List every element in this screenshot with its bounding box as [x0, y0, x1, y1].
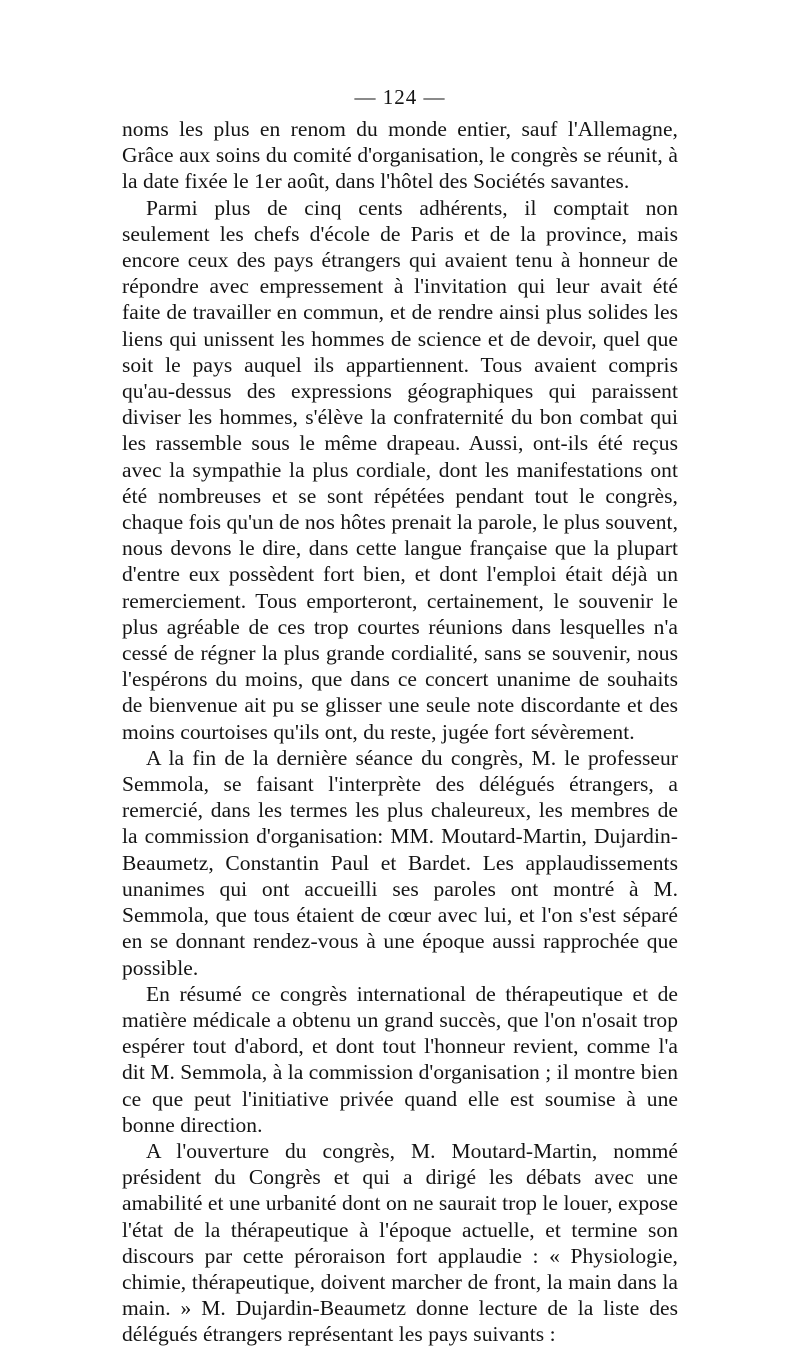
book-page	[122, 84, 678, 1348]
paragraph-continuation: noms les plus en renom du monde entier, sauf l'Allemagne, Grâce aux soins du comité d'organisation, le congrès se réunit, à la date fixée le 1er août, dans l'hôtel des Sociétés savantes.	[122, 117, 678, 194]
page-number: — 124 —	[354, 85, 446, 109]
paragraph-opening: A l'ouverture du congrès, M. Moutard-Martin, nommé président du Congrès et qui a dirigé les débats avec une amabilité et une urbanité dont on ne saurait trop le louer, expose l'état de la thérapeutique à l'époque actuelle, et termine son discours par cette péroraison fort applaudie : « Physiologie, chimie, thérapeutique, doivent marcher de front, la main dans la main. » M. Dujardin-Beaumetz donne lecture de la liste des délégués étrangers représentant les pays suivants :	[122, 1138, 678, 1347]
paragraph-adherents: Parmi plus de cinq cents adhérents, il comptait non seulement les chefs d'école de Paris et de la province, mais encore ceux des pays étrangers qui avaient tenu à honneur de répondre avec empressement à l'invitation qui leur avait été faite de travailler en commun, et de rendre ainsi plus solides les liens qui unissent les hommes de science et de devoir, quel que soit le pays auquel ils appartiennent. Tous avaient compris qu'au-dessus des expressions géographiques qui paraissent diviser les hommes, s'élève la confraternité du bon combat qui les rassemble sous le même drapeau. Aussi, ont-ils été reçus avec la sympathie la plus cordiale, dont les manifestations ont été nombreuses et se sont répétées pendant tout le congrès, chaque fois qu'un de nos hôtes prenait la parole, le plus souvent, nous devons le dire, dans cette langue française que la plupart d'entre eux possèdent fort bien, et dont l'emploi était déjà un remerciement. Tous emporteront, certainement, le souvenir le plus agréable de ces trop courtes réunions dans lesquelles n'a cessé de régner la plus grande cordialité, sans se souvenir, nous l'espérons du moins, que dans ce concert unanime de souhaits de bienvenue ait pu se glisser une seule note discordante et des moins courtoises qu'ils ont, du reste, jugée fort sévèrement.	[122, 195, 678, 744]
paragraph-summary: En résumé ce congrès international de thérapeutique et de matière médicale a obtenu un grand succès, que l'on n'osait trop espérer tout d'abord, et dont tout l'honneur revient, comme l'a dit M. Semmola, à la commission d'organisation ; il montre bien ce que peut l'initiative privée quand elle est soumise à une bonne direction.	[122, 981, 679, 1137]
paragraph-final-session: A la fin de la dernière séance du congrès, M. le professeur Semmola, se faisant l'interprète des délégués étrangers, a remercié, dans les termes les plus chaleureux, les membres de la commission d'organisation: MM. Moutard-Martin, Dujardin-Beaumetz, Constantin Paul et Bardet. Les applaudissements unanimes qui ont accueilli ses paroles ont montré à M. Semmola, que tous étaient de cœur avec lui, et l'on s'est séparé en se donnant rendez-vous à une époque aussi rapprochée que possible.	[122, 745, 678, 980]
